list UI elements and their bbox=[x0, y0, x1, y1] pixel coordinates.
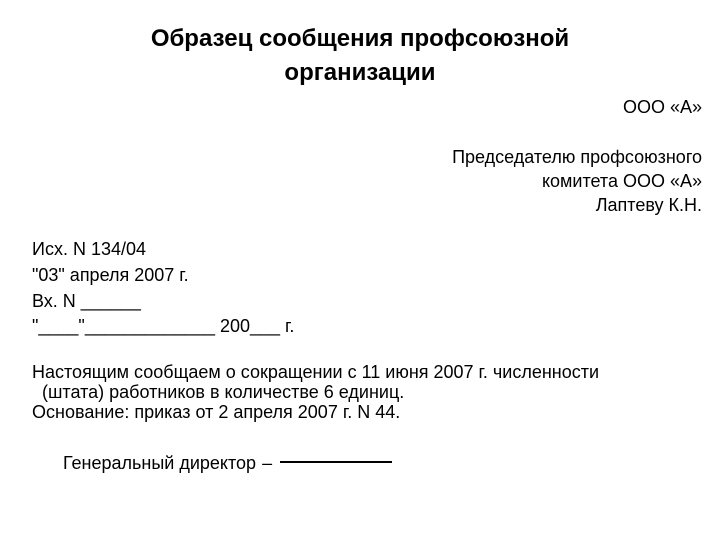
signature-line bbox=[280, 461, 392, 463]
signer-position: Генеральный директор bbox=[63, 453, 257, 473]
addressee-line-2: комитета ООО «А» bbox=[541, 171, 702, 191]
signature-dash: – bbox=[262, 453, 273, 473]
addressee-line-3: Лаптеву К.Н. bbox=[595, 195, 702, 215]
incoming-number: Вх. N ______ bbox=[32, 291, 141, 311]
incoming-date: "____"_____________ 200___ г. bbox=[32, 316, 295, 336]
document-title bbox=[0, 22, 720, 90]
message-line-1: Настоящим сообщаем о сокращении с 11 июня 2007 г. численности bbox=[32, 362, 600, 382]
message-line-2: (штата) работников в количестве 6 единиц. bbox=[42, 382, 405, 402]
message-basis: Основание: приказ от 2 апреля 2007 г. N 44. bbox=[32, 402, 401, 422]
signature-block bbox=[63, 452, 392, 474]
outgoing-number: Исх. N 134/04 bbox=[32, 239, 146, 259]
addressee-line-1: Председателю профсоюзного bbox=[452, 147, 702, 167]
outgoing-date: "03" апреля 2007 г. bbox=[32, 265, 189, 285]
document-title-line-1: Образец сообщения профсоюзной bbox=[150, 25, 570, 52]
document-title-line-2: организации bbox=[284, 59, 436, 86]
organization-name: ООО «А» bbox=[622, 97, 702, 117]
message-body bbox=[32, 362, 692, 422]
